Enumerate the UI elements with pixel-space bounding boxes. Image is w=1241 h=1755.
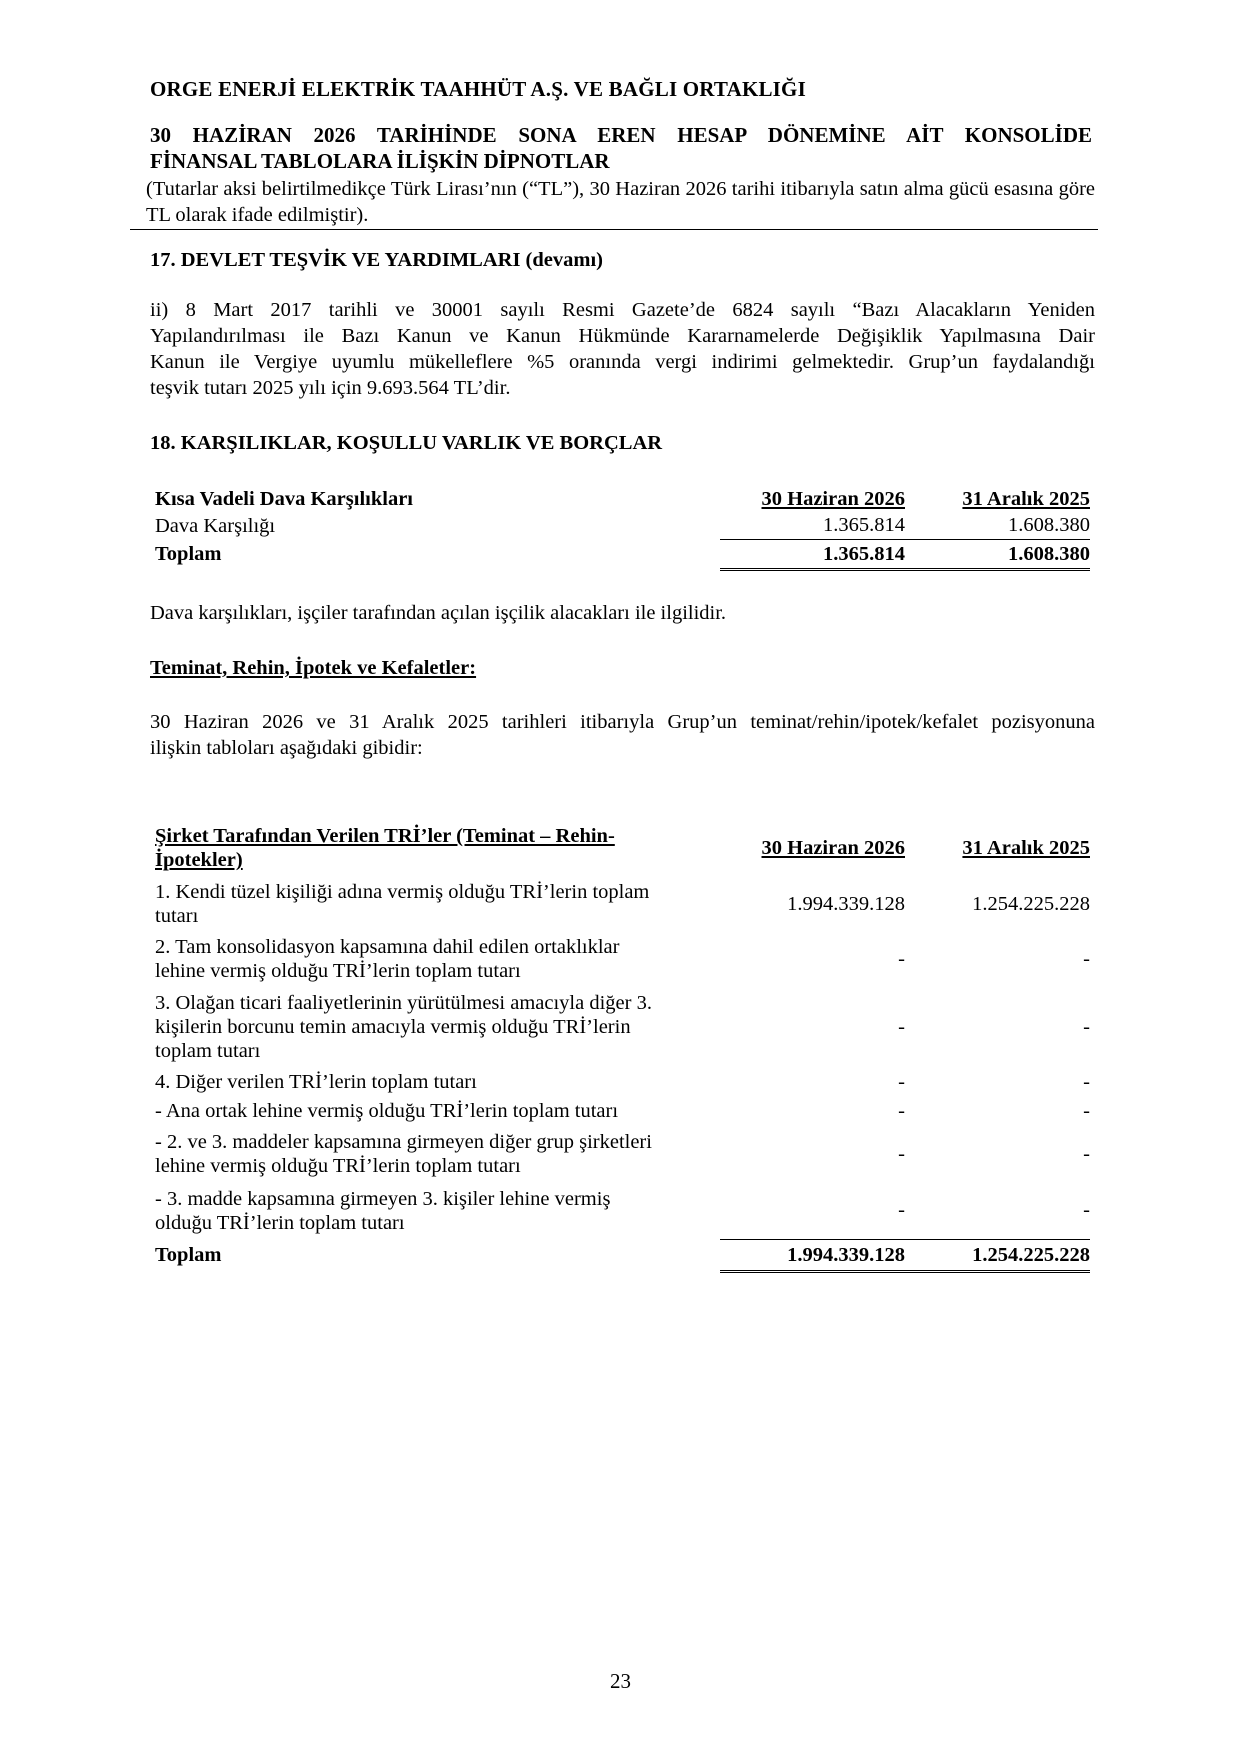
table-row	[155, 1096, 1090, 1125]
total-value-2025: 1.254.225.228	[905, 1239, 1090, 1271]
paragraph-line: teşvik tutarı 2025 yılı için 9.693.564 TL’dir.	[150, 377, 511, 399]
column-header-2025: 31 Aralık 2025	[962, 487, 1090, 510]
table-row	[155, 931, 1090, 987]
report-title-line2: FİNANSAL TABLOLARA İLİŞKİN DİPNOTLAR	[150, 149, 610, 173]
row-value-2025: -	[1083, 1199, 1090, 1222]
column-header-2026: 30 Haziran 2026	[761, 487, 905, 510]
section-18-heading: 18. KARŞILIKLAR, KOŞULLU VARLIK VE BORÇLAR	[150, 432, 663, 454]
row-value-2025: -	[1083, 1070, 1090, 1093]
guarantees-table	[155, 820, 1090, 1273]
column-header-2026: 30 Haziran 2026	[761, 837, 905, 859]
table-row	[155, 876, 1090, 931]
company-name: ORGE ENERJİ ELEKTRİK TAAHHÜT A.Ş. VE BAĞLI ORTAKLIĞI	[150, 77, 806, 101]
guarantees-subheading: Teminat, Rehin, İpotek ve Kefaletler:	[150, 657, 477, 679]
report-title-line1: 30 HAZİRAN 2026 TARİHİNDE SONA EREN HESAP DÖNEMİNE AİT KONSOLİDE	[150, 123, 1092, 147]
row-label-line: - 2. ve 3. maddeler kapsamına girmeyen diğer grup şirketleri	[155, 1130, 652, 1153]
currency-note: (Tutarlar aksi belirtilmedikçe Türk Lirası’nın (“TL”), 30 Haziran 2026 tarihi itibarıyla satın alma gücü esasına göre TL olarak ifade edilmiştir).	[146, 178, 1095, 226]
row-value-2025: -	[1083, 1099, 1090, 1122]
row-value-2026: -	[898, 1070, 905, 1093]
row-label-line: - Ana ortak lehine vermiş olduğu TRİ’lerin toplam tutarı	[155, 1099, 619, 1122]
total-value-2025: 1.608.380	[905, 539, 1090, 569]
paragraph-line: Kanun ile Vergiye uyumlu mükelleflere %5 oranında vergi indirimi gelmektedir. Grup’un faydalandığı	[150, 351, 1095, 373]
paragraph-line: 30 Haziran 2026 ve 31 Aralık 2025 tarihleri itibarıyla Grup’un teminat/rehin/ipotek/kefalet pozisyonuna	[150, 711, 1095, 733]
row-label-line: tutarı	[155, 904, 199, 927]
row-label-line: 4. Diğer verilen TRİ’lerin toplam tutarı	[155, 1070, 477, 1093]
row-label-line: 2. Tam konsolidasyon kapsamına dahil edilen ortaklıklar	[155, 936, 620, 958]
row-label-line: - 3. madde kapsamına girmeyen 3. kişiler lehine vermiş	[155, 1187, 611, 1210]
row-label-line: 3. Olağan ticari faaliyetlerinin yürütülmesi amacıyla diğer 3.	[155, 992, 652, 1014]
paragraph-line: ilişkin tabloları aşağıdaki gibidir:	[150, 737, 423, 759]
row-value-2025: 1.608.380	[1008, 514, 1090, 537]
total-label: Toplam	[155, 1244, 222, 1266]
row-value-2026: -	[898, 1199, 905, 1222]
row-label: Dava Karşılığı	[155, 514, 276, 537]
total-label: Toplam	[155, 543, 222, 565]
table-row	[155, 987, 1090, 1067]
row-value-2026: 1.994.339.128	[787, 892, 905, 915]
row-label-line: kişilerin borcunu temin amacıyla vermiş olduğu TRİ’lerin	[155, 1016, 631, 1038]
paragraph-line: ii) 8 Mart 2017 tarihli ve 30001 sayılı Resmi Gazete’de 6824 sayılı “Bazı Alacakların Yeniden	[150, 299, 1095, 321]
row-value-2025: -	[1083, 1142, 1090, 1165]
table-row	[155, 1182, 1090, 1239]
table-row	[155, 1125, 1090, 1182]
total-value-2026: 1.994.339.128	[720, 1239, 905, 1271]
provisions-table	[155, 485, 1090, 571]
section-17-paragraph	[150, 297, 1095, 401]
row-label-line: lehine vermiş olduğu TRİ’lerin toplam tutarı	[155, 1154, 521, 1177]
row-label-line: olduğu TRİ’lerin toplam tutarı	[155, 1211, 405, 1234]
row-label-line: toplam tutarı	[155, 1040, 261, 1062]
row-label-line: 1. Kendi tüzel kişiliği adına vermiş olduğu TRİ’lerin toplam	[155, 880, 650, 903]
guarantees-table-title-line1: Şirket Tarafından Verilen TRİ’ler (Teminat – Rehin-	[155, 825, 615, 847]
header-divider	[130, 229, 1098, 230]
guarantees-table-title-line2: İpotekler)	[155, 849, 243, 871]
column-header-2025: 31 Aralık 2025	[962, 837, 1090, 859]
table-row	[155, 512, 1090, 539]
page-number: 23	[610, 1669, 631, 1693]
row-value-2026: -	[898, 1142, 905, 1165]
row-label-line: lehine vermiş olduğu TRİ’lerin toplam tutarı	[155, 960, 521, 982]
section-17-heading: 17. DEVLET TEŞVİK VE YARDIMLARI (devamı)	[150, 249, 603, 271]
row-value-2026: 1.365.814	[823, 514, 905, 537]
paragraph-line: Yapılandırılması ile Bazı Kanun ve Kanun Hükmünde Kararnamelerde Değişiklik Yapılmasına Dair	[150, 325, 1095, 347]
row-value-2025: 1.254.225.228	[972, 892, 1090, 915]
row-value-2025: -	[1083, 1016, 1090, 1038]
row-value-2026: -	[898, 1016, 905, 1038]
provisions-note: Dava karşılıkları, işçiler tarafından açılan işçilik alacakları ile ilgilidir.	[150, 602, 727, 624]
guarantees-intro	[150, 709, 1095, 761]
total-value-2026: 1.365.814	[720, 539, 905, 569]
provisions-table-title: Kısa Vadeli Dava Karşılıkları	[155, 487, 413, 510]
row-value-2025: -	[1083, 948, 1090, 970]
total-row	[155, 1239, 1090, 1271]
table-row	[155, 1067, 1090, 1096]
row-value-2026: -	[898, 1099, 905, 1122]
row-value-2026: -	[898, 948, 905, 970]
total-row	[155, 539, 1090, 569]
